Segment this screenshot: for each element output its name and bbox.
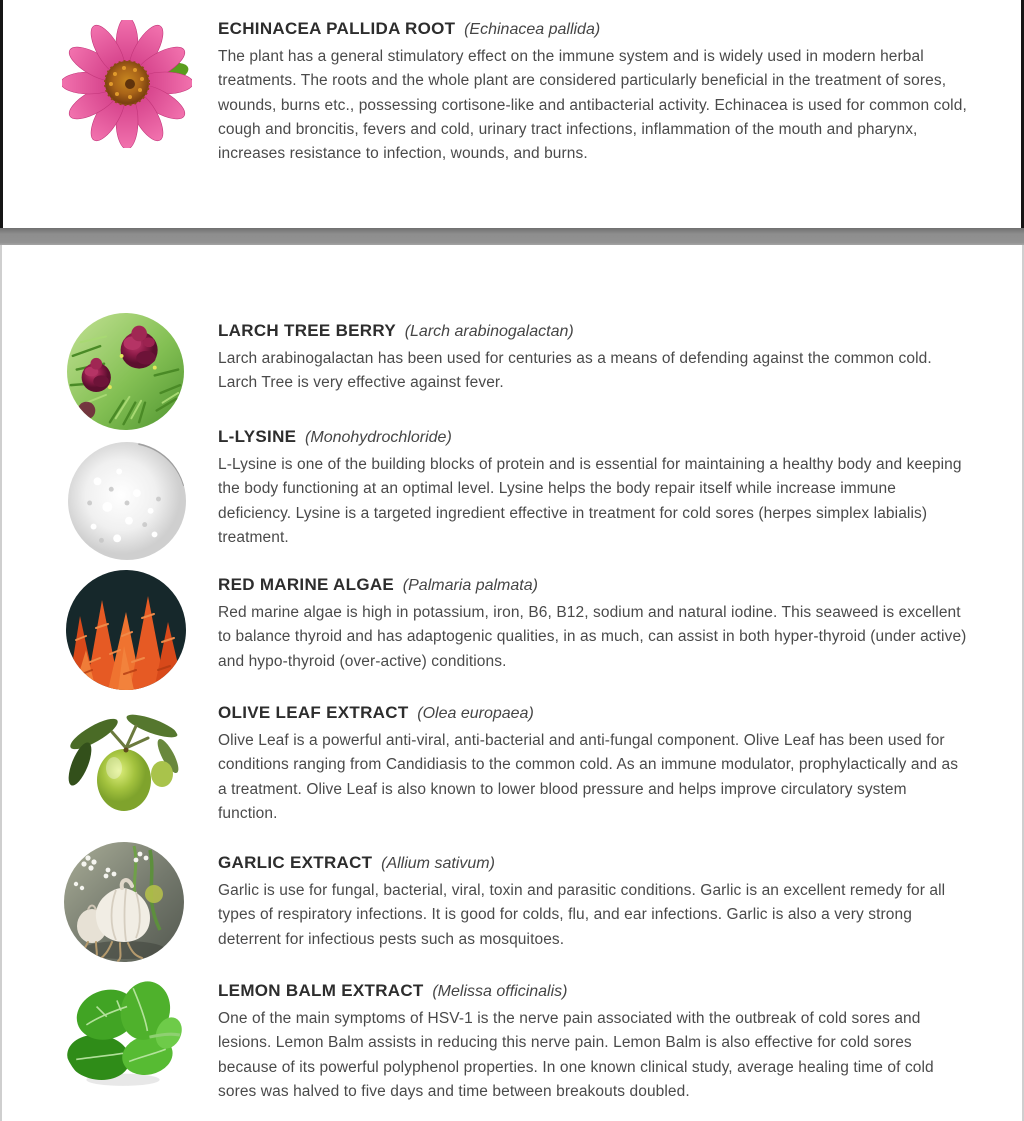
- ingredient-name: LARCH TREE BERRY: [218, 321, 396, 340]
- ingredient-heading: [218, 850, 968, 877]
- ingredient-name: L-LYSINE: [218, 427, 297, 446]
- ingredient-latin-name: (Monohydrochloride): [305, 429, 452, 446]
- ingredient-latin-name: (Olea europaea): [417, 705, 534, 722]
- lemon-balm-leaves-image: [62, 972, 184, 1094]
- ingredient-name: GARLIC EXTRACT: [218, 853, 373, 872]
- page-divider-bar: [0, 228, 1024, 245]
- ingredient-name: RED MARINE ALGAE: [218, 575, 395, 594]
- ingredient-description: Larch arabinogalactan has been used for centuries as a means of defending against the common cold. Larch Tree is very effective against fever.: [218, 350, 932, 392]
- garlic-bulb-image: [64, 842, 184, 962]
- ingredient-red-marine-algae: [218, 572, 968, 674]
- ingredient-name: LEMON BALM EXTRACT: [218, 981, 424, 1000]
- ingredient-garlic-extract: [218, 850, 968, 952]
- ingredient-latin-name: (Larch arabinogalactan): [404, 323, 574, 340]
- olive-leaf-image: [64, 702, 184, 822]
- ingredient-lemon-balm-extract: [218, 978, 968, 1104]
- ingredient-larch-tree-berry: [218, 318, 968, 396]
- ingredient-latin-name: (Allium sativum): [381, 855, 495, 872]
- larch-tree-berry-image: [67, 313, 184, 430]
- ingredient-description: Red marine algae is high in potassium, iron, B6, B12, sodium and natural iodine. This seaweed is excellent to balance thyroid and has adaptogenic qualities, in as much, can assist in both hyper-thyroid (under active) and hypo-thyroid (over-active) conditions.: [218, 604, 967, 670]
- ingredient-olive-leaf-extract: [218, 700, 968, 826]
- ingredient-name: ECHINACEA PALLIDA ROOT: [218, 19, 456, 38]
- ingredient-name: OLIVE LEAF EXTRACT: [218, 703, 409, 722]
- ingredient-description: Olive Leaf is a powerful anti-viral, anti-bacterial and anti-fungal component. Olive Leaf has been used for conditions ranging from Candidiasis to the common cold. As an immune modulator, prophylactically and as a treatment. Olive Leaf is also known to lower blood pressure and helps improve circulatory system function.: [218, 732, 959, 822]
- ingredient-description: The plant has a general stimulatory effect on the immune system and is widely used in modern herbal treatments. The roots and the whole plant are considered particularly beneficial in the treatment of sores, wounds, burns etc., possessing cortisone-like and antibacterial activity. Echinacea is used for common cold, cough and broncitis, fevers and cold, urinary tract infections, inflammation of the mouth and pharynx, increases resistance to infection, wounds, and burns.: [218, 48, 967, 163]
- ingredient-heading: [218, 572, 968, 599]
- ingredient-heading: [218, 700, 968, 727]
- ingredient-latin-name: (Palmaria palmata): [402, 577, 538, 594]
- red-marine-algae-image: [66, 570, 186, 690]
- ingredient-heading: [218, 16, 968, 43]
- ingredient-l-lysine: [218, 424, 968, 550]
- ingredient-heading: [218, 978, 968, 1005]
- ingredient-heading: [218, 318, 968, 345]
- ingredient-latin-name: (Echinacea pallida): [464, 21, 601, 38]
- ingredient-heading: [218, 424, 968, 451]
- ingredient-latin-name: (Melissa officinalis): [432, 983, 568, 1000]
- ingredient-description: Garlic is use for fungal, bacterial, viral, toxin and parasitic conditions. Garlic is an excellent remedy for all types of respiratory infections. It is good for colds, flu, and ear infections. Garlic is also a very strong deterrent for infectious pests such as mosquitoes.: [218, 882, 946, 948]
- ingredient-description: L-Lysine is one of the building blocks of protein and is essential for maintaining a healthy body and keeping the body functioning at an optimal level. Lysine helps the body repair itself while increase immune deficiency. Lysine is a targeted ingredient effective in treatment for cold sores (herpes simplex labialis) treatment.: [218, 456, 962, 546]
- ingredient-description: One of the main symptoms of HSV-1 is the nerve pain associated with the outbreak of cold sores and lesions. Lemon Balm assists in reducing this nerve pain. Lemon Balm is also effective for cold sores because of its powerful polyphenol properties. In one known clinical study, average healing time of cold sores was halved to five days and time between breakouts doubled.: [218, 1010, 934, 1100]
- ingredient-echinacea: [218, 16, 968, 166]
- echinacea-flower-image: [62, 20, 192, 148]
- l-lysine-powder-image: [68, 442, 186, 560]
